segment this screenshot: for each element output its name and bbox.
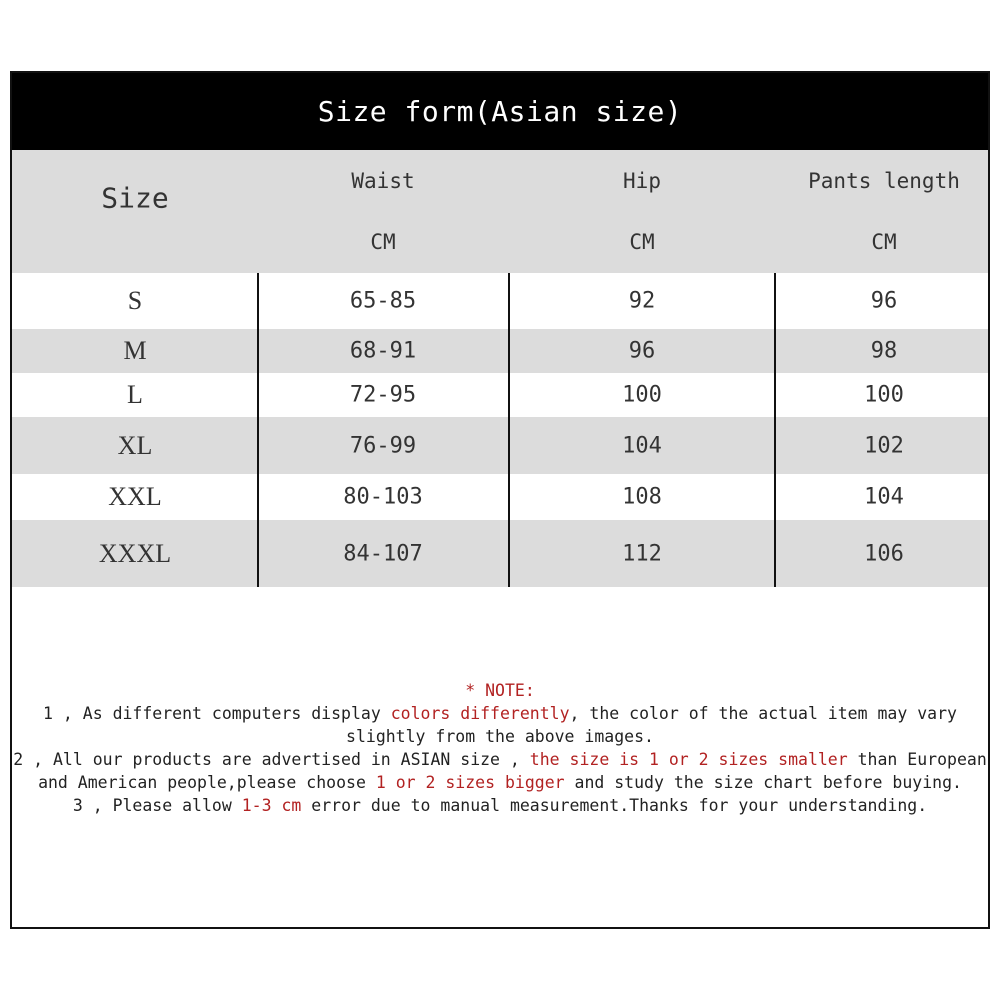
size-column-header: Size [101,181,169,215]
hip-cell: 100 [622,382,662,408]
size-cell: XXXL [98,538,172,568]
column-divider [257,273,259,587]
column-divider [774,273,776,587]
column-divider [508,273,510,587]
pants-length-cell: 100 [864,382,904,408]
note-1-text: 1 , As different computers display [43,704,391,723]
pants-length-cell: 102 [864,433,904,458]
waist-cell: 76-99 [349,433,417,458]
note-2-text-mid: than European and American people,please choose [38,750,987,792]
hip-cell: 96 [628,338,656,364]
note-2 [12,748,988,794]
hip-cell: 92 [628,288,656,314]
pants-length-column-header: Pants length [808,169,960,193]
waist-cell: 68-91 [349,338,417,364]
note-2-text: 2 , All our products are advertised in ASIAN size , [13,750,530,769]
pants-length-unit-label: CM [871,230,897,254]
pants-length-cell: 104 [864,484,904,510]
size-cell: S [127,286,143,315]
table-row [12,474,988,520]
waist-unit-label: CM [370,230,396,254]
size-chart-frame [10,71,990,929]
size-cell: M [123,336,147,365]
pants-length-cell: 98 [870,338,898,364]
hip-unit-label: CM [629,230,655,254]
size-cell: XL [117,430,153,460]
table-row [12,373,988,417]
waist-cell: 84-107 [343,541,423,566]
hip-cell: 108 [622,484,662,510]
size-table-body [12,273,988,587]
waist-column-header: Waist [351,169,415,193]
table-row [12,329,988,373]
note-1 [12,702,988,748]
note-3-highlight: 1-3 cm [241,796,302,815]
waist-cell: 80-103 [343,484,423,510]
chart-title: Size form(Asian size) [12,73,988,150]
waist-cell: 65-85 [349,288,417,314]
hip-cell: 112 [622,541,662,566]
size-cell: L [127,380,143,409]
size-cell: XXL [108,482,162,511]
pants-length-cell: 96 [870,288,898,314]
hip-column-header: Hip [623,169,661,193]
note-2-text-end: and study the size chart before buying. [564,773,962,792]
note-3-text-end: error due to manual measurement.Thanks for your understanding. [301,796,928,815]
hip-cell: 104 [622,433,662,458]
note-2-highlight-1: the size is 1 or 2 sizes smaller [529,750,848,769]
notes-section [12,679,988,817]
note-3-text: 3 , Please allow [72,796,242,815]
waist-cell: 72-95 [349,382,417,408]
table-row [12,520,988,587]
note-1-text-end: , the color of the actual item may vary slightly from the above images. [346,704,957,746]
table-row [12,417,988,474]
pants-length-cell: 106 [864,541,904,566]
note-1-highlight: colors differently [390,704,570,723]
note-3 [12,794,988,817]
note-2-highlight-2: 1 or 2 sizes bigger [375,773,565,792]
table-row [12,273,988,329]
note-heading: * NOTE: [465,681,535,700]
